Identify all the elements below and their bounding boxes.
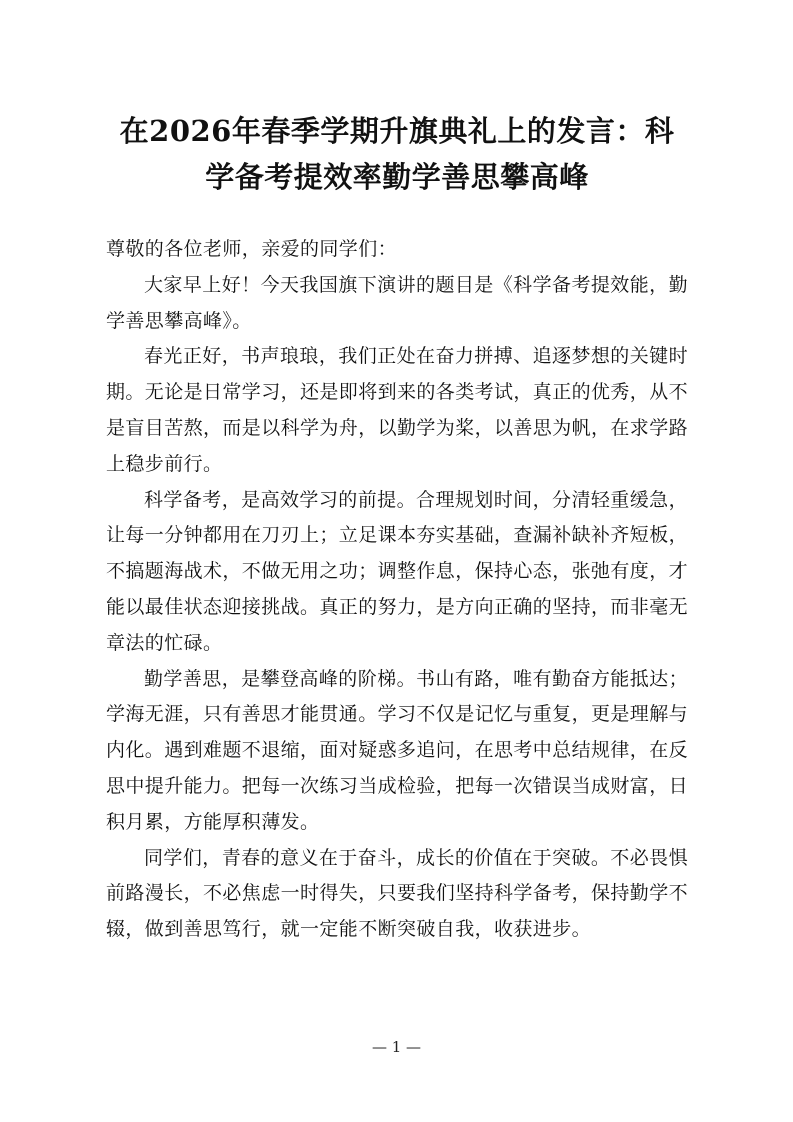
- paragraph-greeting: 大家早上好！今天我国旗下演讲的题目是《科学备考提效能，勤学善思攀高峰》。: [106, 273, 688, 332]
- document-title: 在2026年春季学期升旗典礼上的发言：科学备考提效率勤学善思攀高峰: [119, 114, 675, 194]
- paragraph-intro: 春光正好，书声琅琅，我们正处在奋力拼搏、追逐梦想的关键时期。无论是日常学习，还是即将到来的各类考试，真正的优秀，从不是盲目苦熬，而是以科学为舟，以勤学为桨，以善思为帆，在求学路上稳步前行。: [106, 345, 689, 475]
- paragraph-conclusion: 同学们，青春的意义在于奋斗，成长的价值在于突破。不必畏惧前路漫长，不必焦虑一时得失，只要我们坚持科学备考，保持勤学不辍，做到善思笃行，就一定能不断突破自我，收获进步。: [106, 846, 689, 941]
- document-body: [106, 232, 688, 948]
- salutation: 尊敬的各位老师，亲爱的同学们：: [106, 238, 398, 260]
- paragraph-scientific-prep: 科学备考，是高效学习的前提。合理规划时间，分清轻重缓急，让每一分钟都用在刀刃上；立足课本夯实基础，查漏补缺补齐短板，不搞题海战术，不做无用之功；调整作息，保持心态，张弛有度，才能以最佳状态迎接挑战。真正的努力，是方向正确的坚持，而非毫无章法的忙碌。: [106, 488, 689, 654]
- paragraph-diligent-thinking: 勤学善思，是攀登高峰的阶梯。书山有路，唯有勤奋方能抵达；学海无涯，只有善思才能贯通。学习不仅是记忆与重复，更是理解与内化。遇到难题不退缩，面对疑惑多追问，在思考中总结规律，在反思中提升能力。把每一次练习当成检验，把每一次错误当成财富，日积月累，方能厚积薄发。: [106, 667, 689, 833]
- page-number: — 1 —: [371, 1038, 422, 1056]
